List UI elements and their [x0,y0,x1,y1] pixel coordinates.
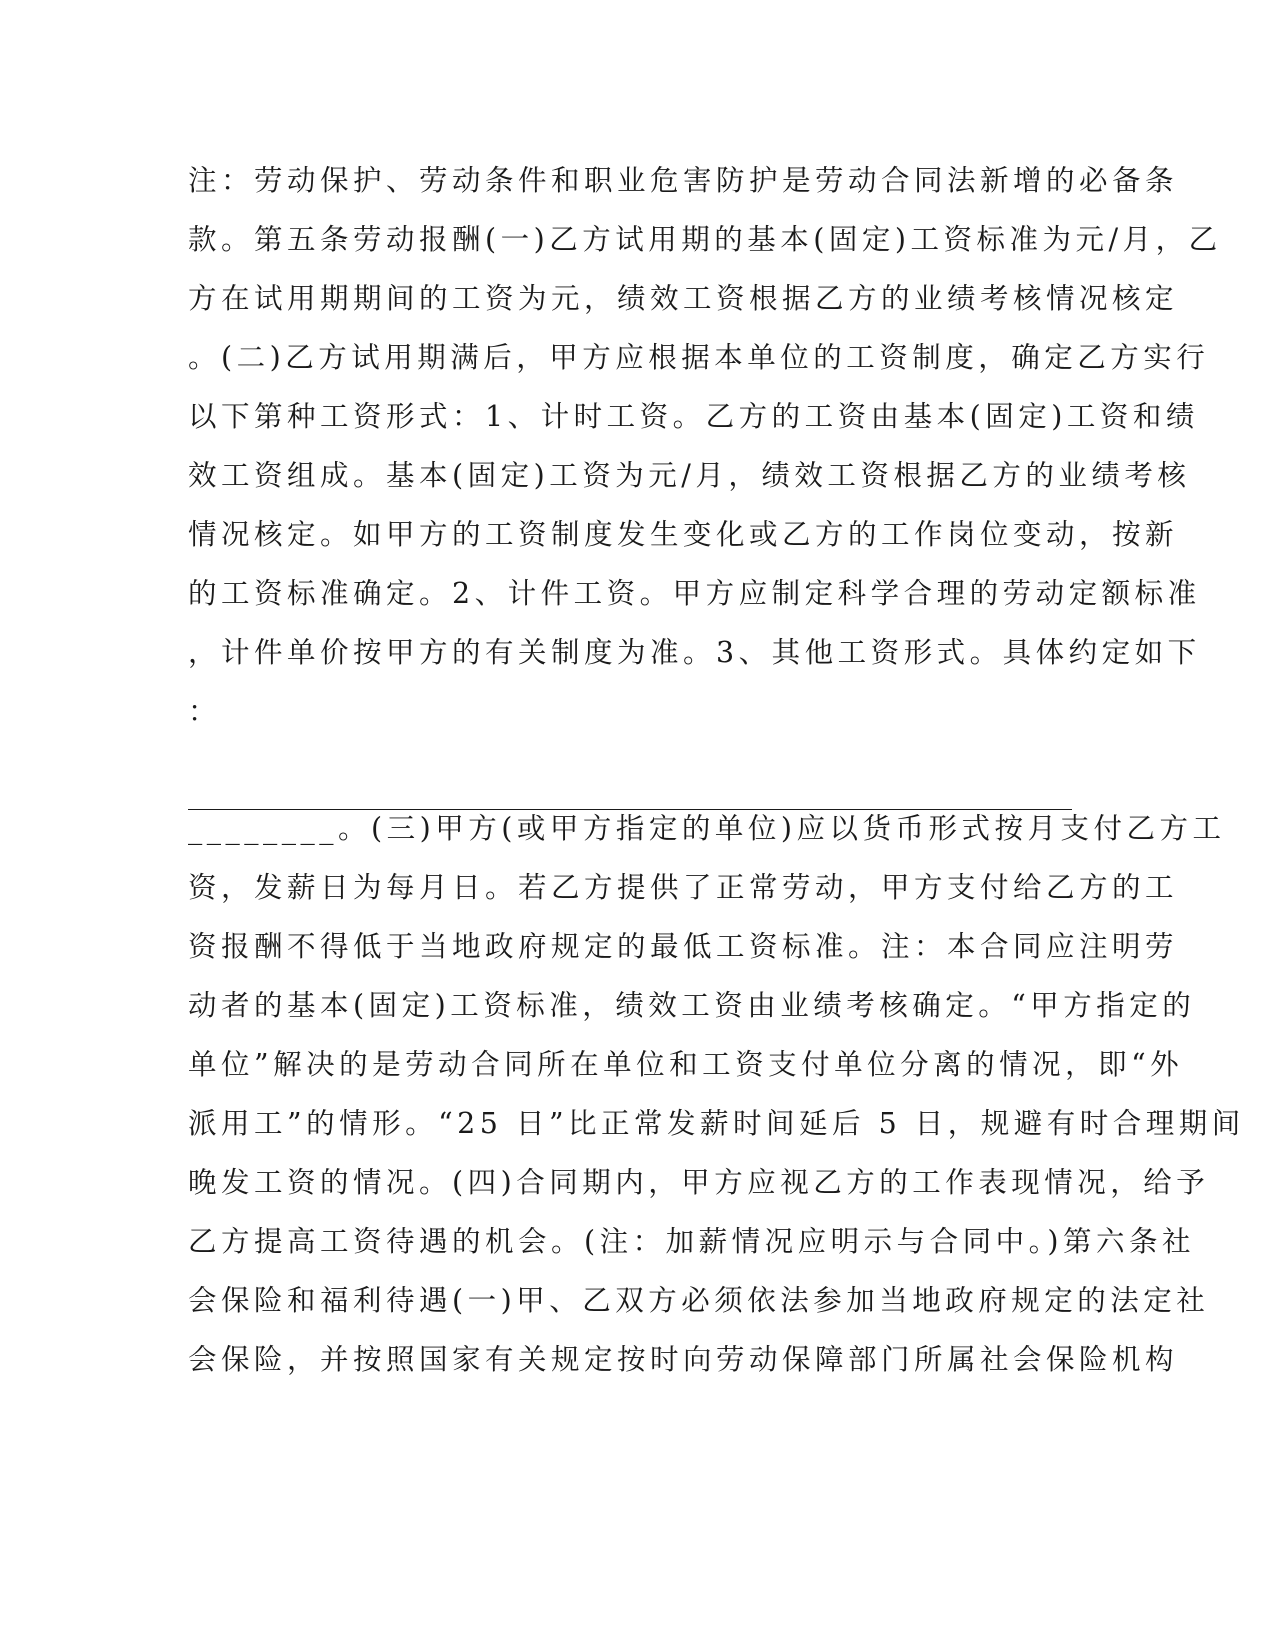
text-line: 乙方提高工资待遇的机会。(注：加薪情况应明示与合同中。)第六条社 [188,1225,1195,1258]
text-line: 单位”解决的是劳动合同所在单位和工资支付单位分离的情况，即“外 [188,1048,1184,1081]
text-line: 动者的基本(固定)工资标准，绩效工资由业绩考核确定。“甲方指定的 [188,989,1196,1022]
text-line: 晚发工资的情况。(四)合同期内，甲方应视乙方的工作表现情况，给予 [188,1166,1210,1199]
text-line: ： [188,695,222,728]
text-line: ________。(三)甲方(或甲方指定的单位)应以货币形式按月支付乙方工 [188,812,1226,845]
text-line: 以下第种工资形式：1、计时工资。乙方的工资由基本(固定)工资和绩 [188,400,1199,433]
text-line: 会保险和福利待遇(一)甲、乙双方必须依法参加当地政府规定的法定社 [188,1284,1210,1317]
text-line: 方在试用期期间的工资为元，绩效工资根据乙方的业绩考核情况核定 [188,282,1179,315]
text-line: ，计件单价按甲方的有关制度为准。3、其他工资形式。具体约定如下 [188,636,1201,669]
text-line: 效工资组成。基本(固定)工资为元/月，绩效工资根据乙方的业绩考核 [188,459,1191,492]
text-line: 注：劳动保护、劳动条件和职业危害防护是劳动合同法新增的必备条 [188,164,1179,197]
text-line: 款。第五条劳动报酬(一)乙方试用期的基本(固定)工资标准为元/月，乙 [188,223,1222,256]
text-line: 资，发薪日为每月日。若乙方提供了正常劳动，甲方支付给乙方的工 [188,871,1179,904]
text-line: 情况核定。如甲方的工资制度发生变化或乙方的工作岗位变动，按新 [188,518,1179,551]
text-line: 派用工”的情形。“25 日”比正常发薪时间延后 5 日，规避有时合理期间 [188,1107,1245,1140]
text-line: 会保险，并按照国家有关规定按时向劳动保障部门所属社会保险机构 [188,1343,1179,1376]
text-line: 。(二)乙方试用期满后，甲方应根据本单位的工资制度，确定乙方实行 [188,341,1210,374]
text-line: 的工资标准确定。2、计件工资。甲方应制定科学合理的劳动定额标准 [188,577,1201,610]
text-line: 资报酬不得低于当地政府规定的最低工资标准。注：本合同应注明劳 [188,930,1179,963]
